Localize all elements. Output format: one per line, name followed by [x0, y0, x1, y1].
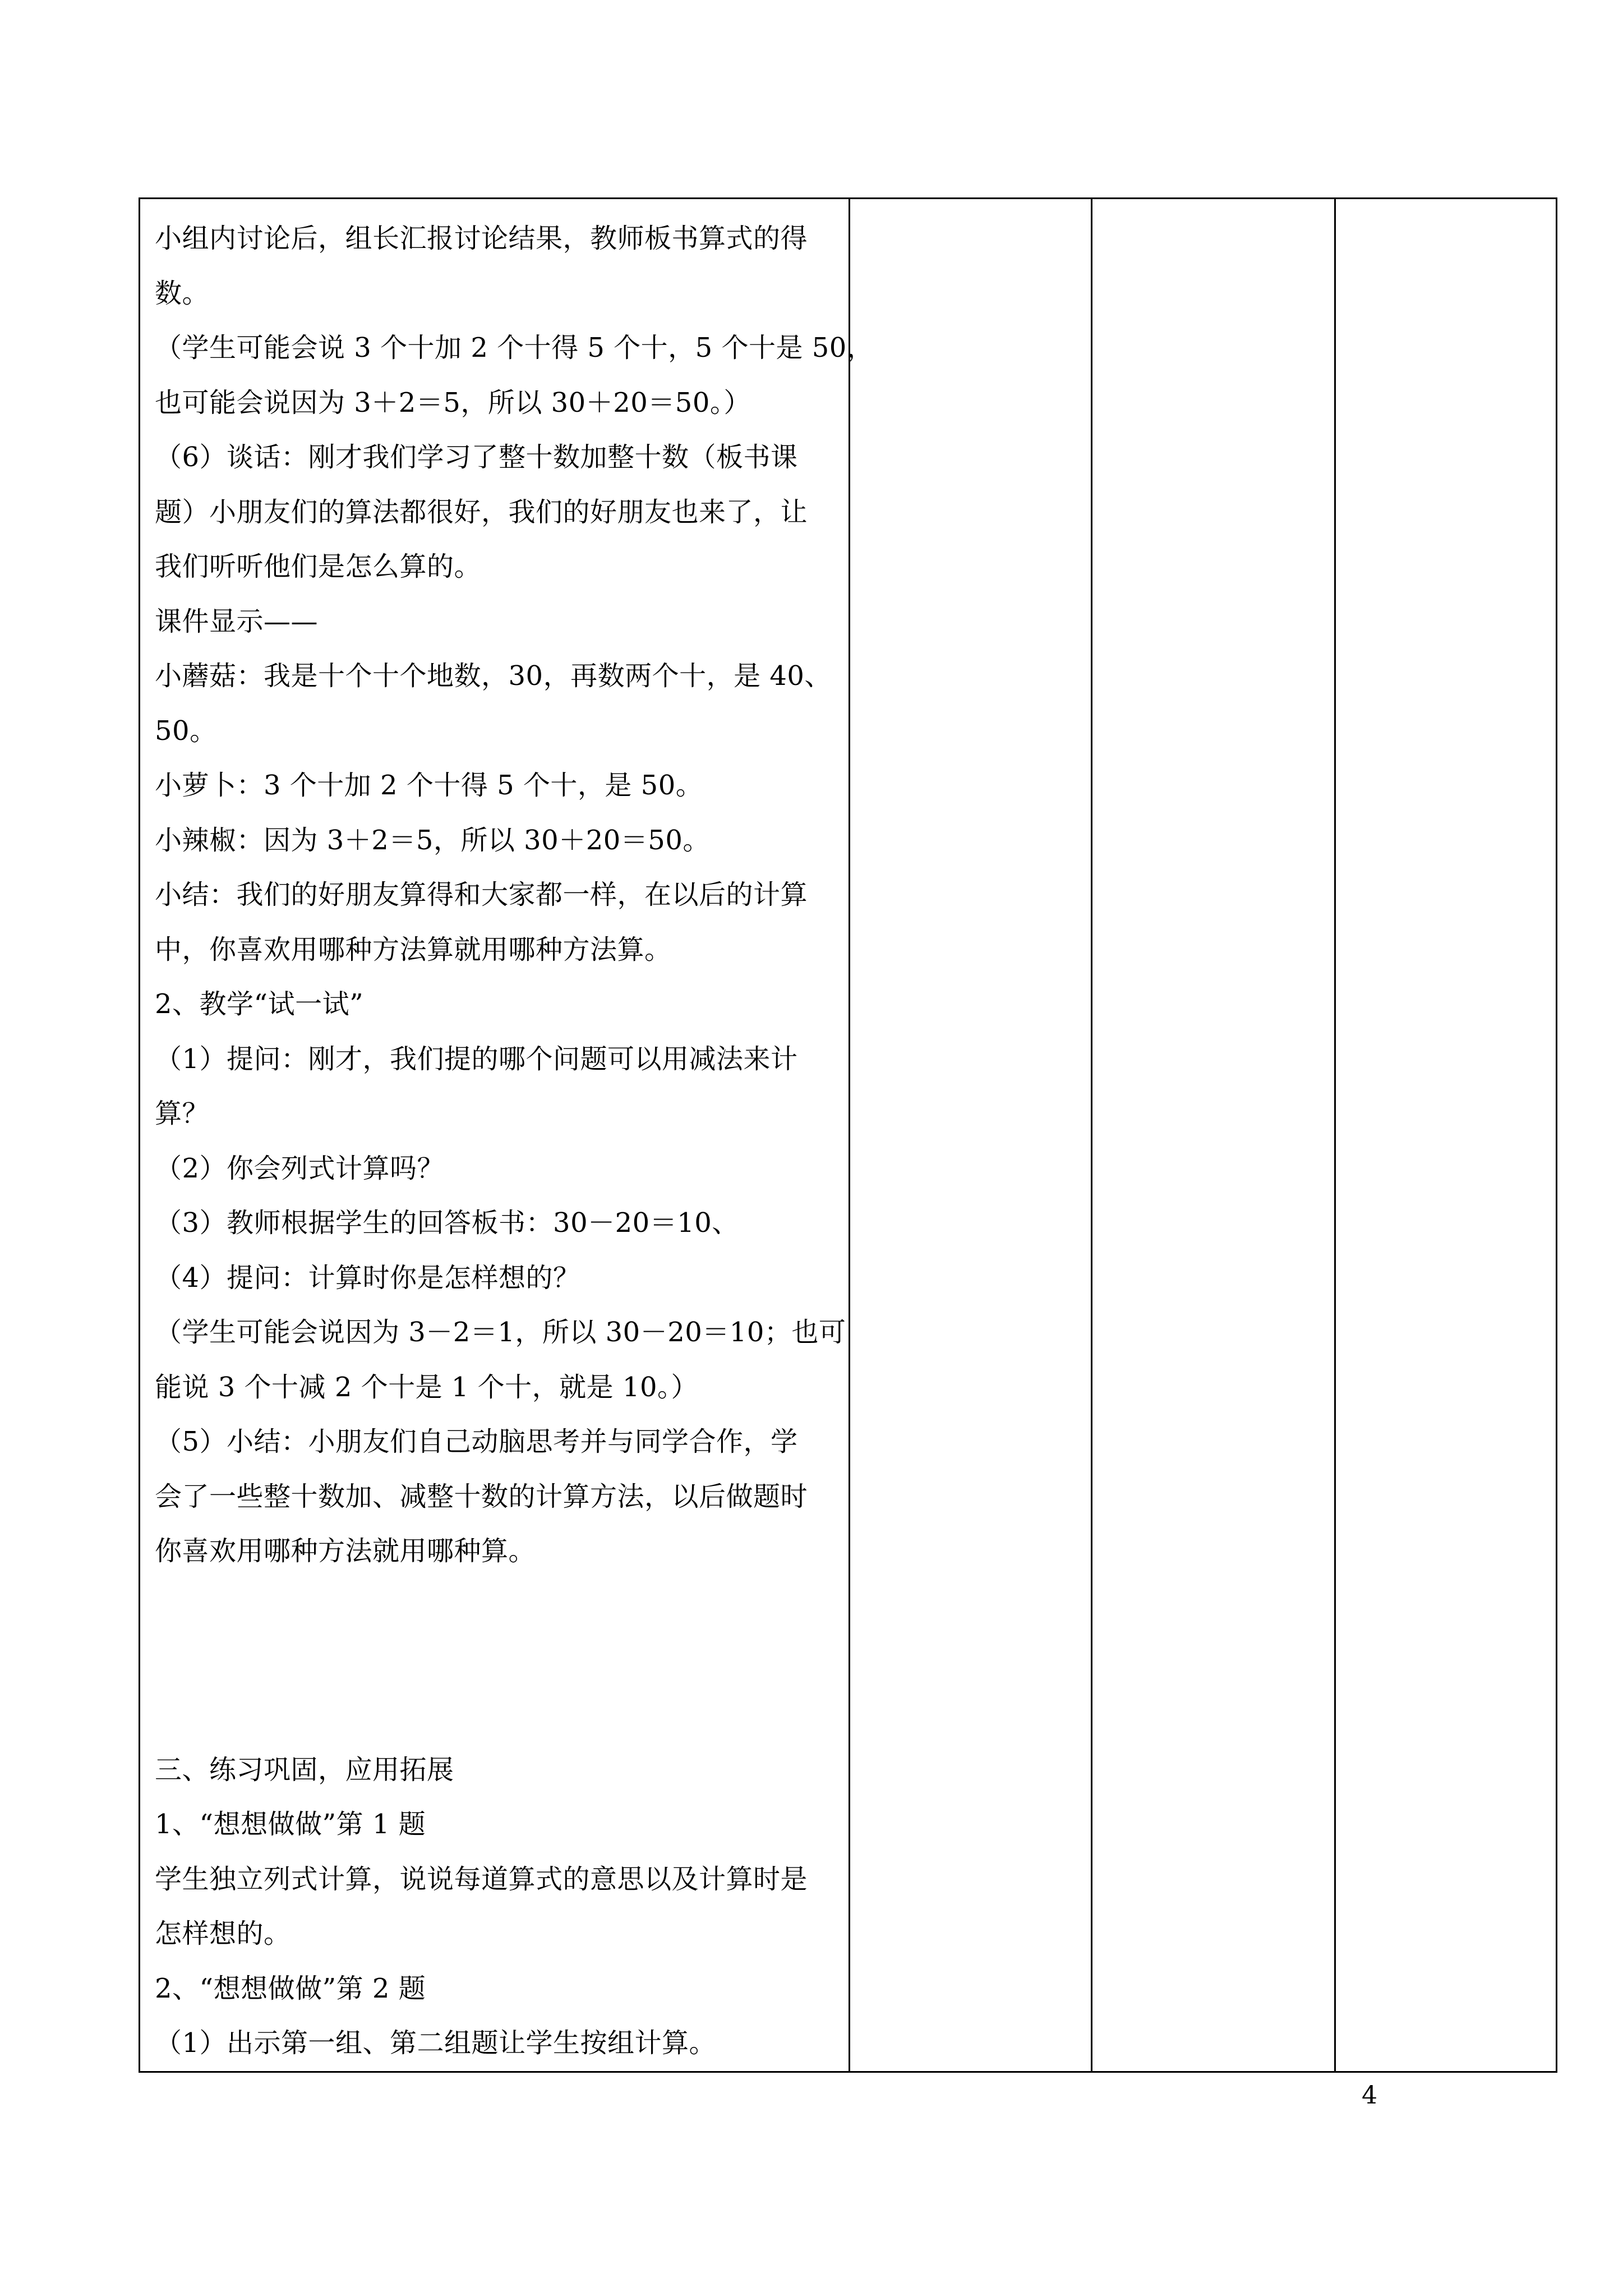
- lesson-plan-table: [139, 197, 1557, 2073]
- text-line: 2、教学“试一试”: [155, 988, 364, 1020]
- text-line: 小辣椒：因为 3＋2＝5，所以 30＋20＝50。: [155, 824, 710, 856]
- text-line: 你喜欢用哪种方法就用哪种算。: [155, 1535, 536, 1567]
- text-line: 能说 3 个十减 2 个十是 1 个十，就是 10。）: [155, 1371, 699, 1403]
- text-line: 我们听听他们是怎么算的。: [155, 551, 482, 582]
- blank-space: [155, 1579, 849, 1743]
- text-line: 怎样想的。: [155, 1918, 291, 1949]
- empty-column-cell: [850, 199, 1092, 2072]
- text-line: （4）提问：计算时你是怎样想的？: [155, 1262, 580, 1294]
- text-line: 课件显示——: [155, 605, 319, 637]
- text-line: 2、“想想做做”第 2 题: [155, 1972, 426, 2004]
- text-line: （1）提问：刚才，我们提的哪个问题可以用减法来计: [155, 1043, 798, 1075]
- teaching-process-cell: [140, 199, 874, 2072]
- text-line: 小蘑菇：我是十个十个地数，30，再数两个十，是 40、: [155, 660, 832, 692]
- text-line: （3）教师根据学生的回答板书：30－20＝10、: [155, 1207, 739, 1239]
- text-line: 中，你喜欢用哪种方法算就用哪种方法算。: [155, 933, 672, 965]
- text-line: （学生可能会说 3 个十加 2 个十得 5 个十，5 个十是 50，: [155, 332, 874, 364]
- lesson-content: [140, 199, 874, 2071]
- text-line: 也可能会说因为 3＋2＝5，所以 30＋20＝50。）: [155, 386, 751, 418]
- text-line: 算？: [155, 1098, 210, 1129]
- text-line: 数。: [155, 277, 210, 309]
- text-line: （6）谈话：刚才我们学习了整十数加整十数（板书课: [155, 441, 798, 473]
- section-heading: 三、练习巩固，应用拓展: [155, 1754, 454, 1786]
- text-line: 会了一些整十数加、减整十数的计算方法，以后做题时: [155, 1480, 808, 1512]
- text-line: （2）你会列式计算吗？: [155, 1152, 445, 1184]
- text-line: （学生可能会说因为 3－2＝1，所以 30－20＝10；也可: [155, 1317, 846, 1348]
- text-line: 小结：我们的好朋友算得和大家都一样，在以后的计算: [155, 879, 808, 910]
- empty-column-cell: [1335, 199, 1557, 2072]
- text-line: 学生独立列式计算，说说每道算式的意思以及计算时是: [155, 1863, 808, 1895]
- text-line: （1）出示第一组、第二组题让学生按组计算。: [155, 2027, 717, 2059]
- text-line: 50。: [155, 715, 217, 747]
- table-row: [140, 199, 1557, 2072]
- text-line: 小组内讨论后，组长汇报讨论结果，教师板书算式的得: [155, 223, 808, 254]
- page-number: 4: [1362, 2081, 1377, 2110]
- empty-column-cell: [1092, 199, 1335, 2072]
- text-line: （5）小结：小朋友们自己动脑思考并与同学合作，学: [155, 1426, 798, 1457]
- text-line: 1、“想想做做”第 1 题: [155, 1809, 426, 1840]
- text-line: 题）小朋友们的算法都很好，我们的好朋友也来了，让: [155, 496, 808, 528]
- text-line: 小萝卜：3 个十加 2 个十得 5 个十，是 50。: [155, 770, 703, 801]
